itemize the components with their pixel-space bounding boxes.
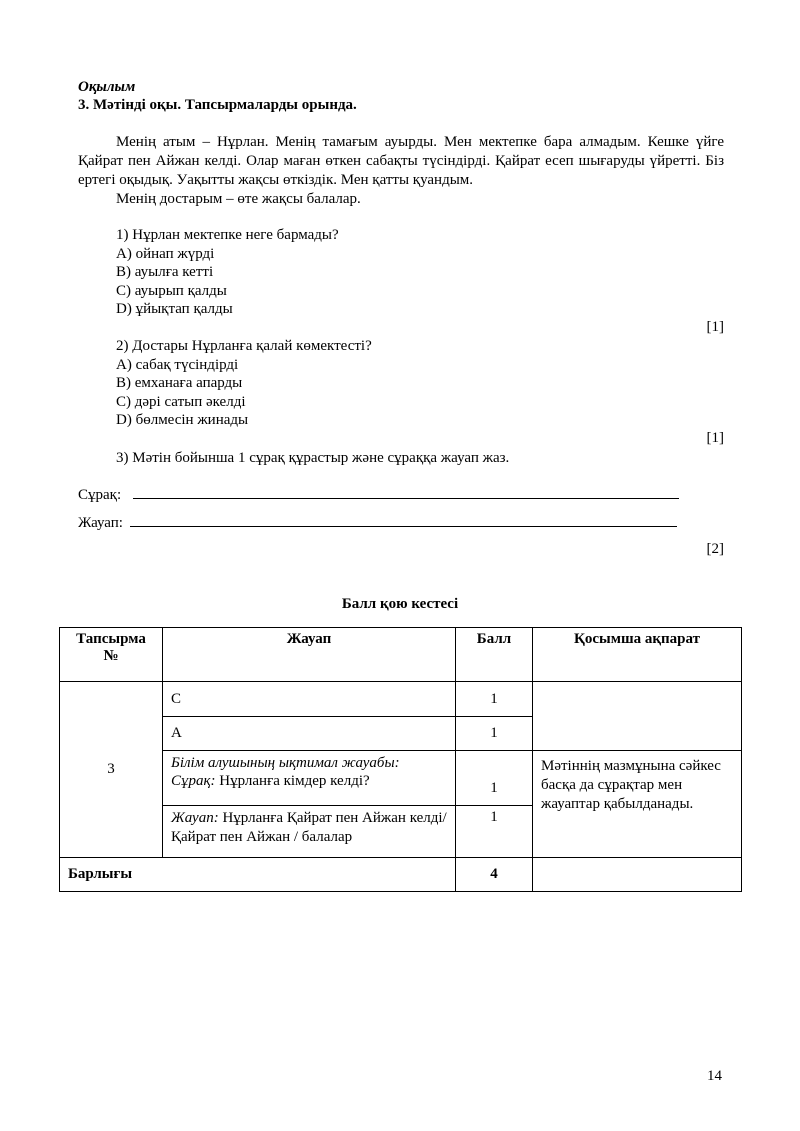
answer-text: Нұрланға Қайрат пен Айжан келді/ Қайрат пен Айжан / балалар: [171, 810, 447, 845]
question-3: [116, 449, 509, 468]
question-1-mark: [1]: [706, 319, 724, 335]
answer-prefix: Сұрақ:: [171, 773, 216, 789]
score-cell: 1: [456, 751, 533, 806]
table-row: [60, 682, 742, 717]
answer-option: C) ауырып қалды: [116, 282, 227, 299]
column-header-task: Тапсырма №: [60, 628, 163, 682]
answer-option: B) емханаға апарды: [116, 375, 243, 391]
question-2-mark: [1]: [706, 430, 724, 446]
extra-info-cell: Мәтіннің мазмұнына сәйкес басқа да сұрақтар мен жауаптар қабылданады.: [533, 751, 742, 858]
question-fill-row: [78, 486, 679, 504]
question-text: 3) Мәтін бойынша 1 сұрақ құрастыр және сұраққа жауап жаз.: [116, 450, 510, 466]
total-row: [60, 858, 742, 892]
section-label: Оқылым: [78, 79, 136, 95]
score-cell: 1: [456, 717, 533, 751]
answer-option: A) сабақ түсіндірді: [116, 356, 239, 373]
total-score: 4: [456, 858, 533, 892]
extra-info-empty-cell: [533, 682, 742, 751]
answer-label: Білім алушының ықтимал жауабы:: [171, 755, 400, 771]
answer-cell: [163, 751, 456, 806]
question-1: [116, 226, 339, 319]
answer-fill-row: [78, 514, 677, 532]
question-text: 2) Достары Нұрланға қалай көмектесті?: [116, 338, 372, 354]
question-text: 1) Нұрлан мектепке неге бармады?: [116, 227, 339, 243]
reading-passage: [78, 133, 724, 209]
column-header-extra: Қосымша ақпарат: [533, 628, 742, 682]
answer-line: [171, 772, 447, 790]
total-extra-cell: [533, 858, 742, 892]
answer-text: Нұрланға кімдер келді?: [219, 773, 370, 789]
answer-prefix: Жауап:: [171, 810, 219, 826]
answer-blank-line[interactable]: [130, 514, 677, 527]
column-header-answer: Жауап: [163, 628, 456, 682]
answer-cell: A: [163, 717, 456, 751]
score-cell: 1: [456, 806, 533, 858]
answer-cell: [163, 806, 456, 858]
passage-paragraph: Менің атым – Нұрлан. Менің тамағым ауырды. Мен мектепке бара алмадым. Кешке үйге Қайрат пен Айжан келді. Олар маған өткен сабақты түсіндірді. Қайрат есеп шығаруды үйретті. Біз ертегі оқыдық. Уақытты жақсы өткіздік. Мен қатты қуандым.: [78, 134, 724, 188]
total-label: Барлығы: [60, 858, 456, 892]
task-heading: 3. Мәтінді оқы. Тапсырмаларды орында.: [78, 97, 357, 113]
question-2: [116, 337, 372, 430]
answer-option: D) ұйықтап қалды: [116, 301, 233, 317]
table-title: Балл қою кестесі: [341, 596, 459, 612]
scoring-table: [59, 627, 742, 892]
answer-option: B) ауылға кетті: [116, 264, 214, 280]
question-blank-line[interactable]: [133, 486, 679, 499]
score-cell: 1: [456, 682, 533, 717]
answer-option: C) дәрі сатып әкелді: [116, 393, 246, 410]
table-row: [60, 751, 742, 806]
page-number: 14: [707, 1068, 722, 1084]
task-number-cell: 3: [60, 682, 163, 858]
question-3-mark: [2]: [706, 541, 724, 557]
passage-paragraph: Менің достарым – өте жақсы балалар.: [116, 191, 361, 207]
answer-option: D) бөлмесін жинады: [116, 412, 249, 428]
answer-fill-label: Жауап:: [78, 515, 123, 531]
answer-option: A) ойнап жүрді: [116, 245, 215, 262]
question-fill-label: Сұрақ:: [78, 487, 122, 503]
table-header-row: [60, 628, 742, 682]
column-header-score: Балл: [456, 628, 533, 682]
answer-cell: C: [163, 682, 456, 717]
